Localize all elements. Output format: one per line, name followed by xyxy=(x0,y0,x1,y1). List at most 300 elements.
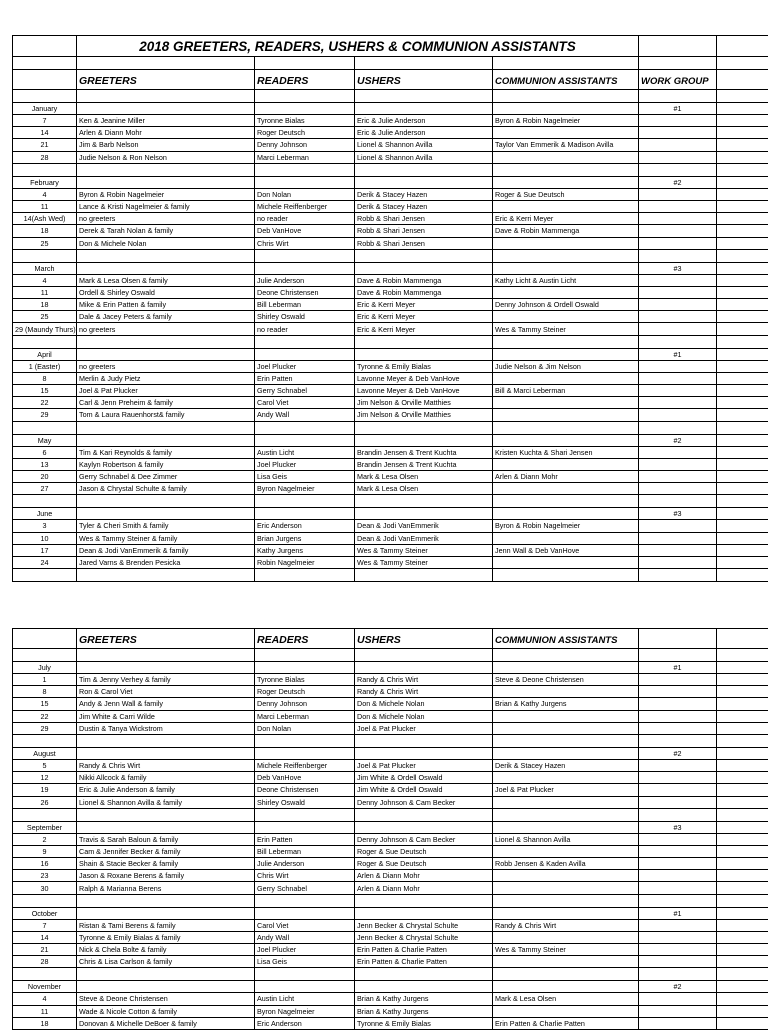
date-cell: 1 (Easter) xyxy=(13,360,77,372)
month-row xyxy=(13,434,768,446)
ushers-cell: Arlen & Diann Mohr xyxy=(355,870,493,882)
table-row xyxy=(13,213,768,225)
readers-cell: Eric Anderson xyxy=(255,1017,355,1029)
communion-cell: Judie Nelson & Jim Nelson xyxy=(493,360,639,372)
ushers-cell: Eric & Kerri Meyer xyxy=(355,311,493,323)
greeters-cell: Jason & Roxane Berens & family xyxy=(77,870,255,882)
greeters-cell: no greeters xyxy=(77,213,255,225)
date-cell: 16 xyxy=(13,858,77,870)
greeters-cell: Joel & Pat Plucker xyxy=(77,385,255,397)
table-row xyxy=(13,833,768,845)
communion-cell xyxy=(493,710,639,722)
table-row xyxy=(13,796,768,808)
ushers-cell: Robb & Shari Jensen xyxy=(355,237,493,249)
readers-cell: Michele Reiffenberger xyxy=(255,759,355,771)
month-row xyxy=(13,662,768,674)
date-cell: 3 xyxy=(13,520,77,532)
communion-cell: Kristen Kuchta & Shari Jensen xyxy=(493,446,639,458)
greeters-cell: Tyronne & Emily Bialas & family xyxy=(77,931,255,943)
ushers-cell: Dave & Robin Mammenga xyxy=(355,286,493,298)
ushers-cell: Brian & Kathy Jurgens xyxy=(355,1005,493,1017)
greeters-cell: Donovan & Michelle DeBoer & family xyxy=(77,1017,255,1029)
date-cell: 29 xyxy=(13,722,77,734)
communion-cell: Randy & Chris Wirt xyxy=(493,919,639,931)
readers-cell: Byron Nagelmeier xyxy=(255,1005,355,1017)
date-cell: 12 xyxy=(13,772,77,784)
communion-cell: Mark & Lesa Olsen xyxy=(493,993,639,1005)
communion-cell: Joel & Pat Plucker xyxy=(493,784,639,796)
greeters-cell: Lance & Kristi Nagelmeier & family xyxy=(77,200,255,212)
ushers-cell: Don & Michele Nolan xyxy=(355,710,493,722)
greeters-cell: Dale & Jacey Peters & family xyxy=(77,311,255,323)
month-label: May xyxy=(13,434,77,446)
ushers-cell: Jim White & Ordell Oswald xyxy=(355,784,493,796)
blank-row xyxy=(13,649,768,662)
month-label: January xyxy=(13,103,77,115)
communion-cell: Wes & Tammy Steiner xyxy=(493,944,639,956)
communion-cell: Dave & Robin Mammenga xyxy=(493,225,639,237)
date-cell: 18 xyxy=(13,299,77,311)
communion-cell: Byron & Robin Nagelmeier xyxy=(493,115,639,127)
communion-cell xyxy=(493,686,639,698)
communion-cell: Eric & Kerri Meyer xyxy=(493,213,639,225)
date-cell: 19 xyxy=(13,784,77,796)
ushers-cell: Tyronne & Emily Bialas xyxy=(355,360,493,372)
table-row xyxy=(13,274,768,286)
readers-cell: Chris Wirt xyxy=(255,237,355,249)
month-row xyxy=(13,103,768,115)
table-row xyxy=(13,458,768,470)
table-row xyxy=(13,931,768,943)
date-cell: 15 xyxy=(13,385,77,397)
table-row xyxy=(13,323,768,335)
greeters-cell: Lionel & Shannon Avilla & family xyxy=(77,796,255,808)
communion-cell: Byron & Robin Nagelmeier xyxy=(493,520,639,532)
communion-cell xyxy=(493,311,639,323)
readers-cell: Marci Leberman xyxy=(255,151,355,163)
communion-cell xyxy=(493,931,639,943)
readers-cell: Deb VanHove xyxy=(255,772,355,784)
month-row xyxy=(13,262,768,274)
greeters-cell: Nick & Chela Bolte & family xyxy=(77,944,255,956)
work-group-label: #3 xyxy=(639,821,717,833)
communion-cell xyxy=(493,483,639,495)
communion-cell xyxy=(493,870,639,882)
table-row xyxy=(13,784,768,796)
ushers-cell: Eric & Julie Anderson xyxy=(355,115,493,127)
month-label: July xyxy=(13,662,77,674)
readers-cell: Andy Wall xyxy=(255,409,355,421)
blank-row xyxy=(13,495,768,508)
communion-cell: Denny Johnson & Ordell Oswald xyxy=(493,299,639,311)
greeters-cell: Derek & Tarah Nolan & family xyxy=(77,225,255,237)
date-cell: 1 xyxy=(13,674,77,686)
date-cell: 22 xyxy=(13,710,77,722)
table-row xyxy=(13,115,768,127)
date-cell: 27 xyxy=(13,483,77,495)
date-cell: 30 xyxy=(13,882,77,894)
date-cell: 14(Ash Wed) xyxy=(13,213,77,225)
ushers-cell: Brian & Kathy Jurgens xyxy=(355,993,493,1005)
date-cell: 25 xyxy=(13,237,77,249)
readers-cell: Gerry Schnabel xyxy=(255,882,355,894)
readers-cell: Erin Patten xyxy=(255,372,355,384)
readers-cell: Tyronne Bialas xyxy=(255,115,355,127)
communion-cell xyxy=(493,151,639,163)
greeters-cell: Eric & Julie Anderson & family xyxy=(77,784,255,796)
greeters-cell: Mark & Lesa Olsen & family xyxy=(77,274,255,286)
communion-cell xyxy=(493,286,639,298)
greeters-cell: Travis & Sarah Baloun & family xyxy=(77,833,255,845)
readers-cell: Denny Johnson xyxy=(255,698,355,710)
table-row xyxy=(13,151,768,163)
greeters-cell: Kaylyn Robertson & family xyxy=(77,458,255,470)
schedule-table-jan-jun xyxy=(12,35,768,582)
ushers-cell: Jim White & Ordell Oswald xyxy=(355,772,493,784)
table-row xyxy=(13,544,768,556)
table-row xyxy=(13,556,768,568)
table-row xyxy=(13,532,768,544)
blank-row xyxy=(13,569,768,582)
readers-cell: Carol Viet xyxy=(255,919,355,931)
ushers-cell: Jenn Becker & Chrystal Schulte xyxy=(355,931,493,943)
readers-cell: Austin Licht xyxy=(255,993,355,1005)
table-row xyxy=(13,360,768,372)
communion-cell xyxy=(493,200,639,212)
ushers-cell: Mark & Lesa Olsen xyxy=(355,470,493,482)
readers-cell: Lisa Geis xyxy=(255,470,355,482)
date-cell: 23 xyxy=(13,870,77,882)
month-label: August xyxy=(13,747,77,759)
greeters-cell: no greeters xyxy=(77,323,255,335)
table-row xyxy=(13,520,768,532)
blank-row xyxy=(13,421,768,434)
table-row xyxy=(13,299,768,311)
readers-cell: Lisa Geis xyxy=(255,956,355,968)
greeters-cell: Jim & Barb Nelson xyxy=(77,139,255,151)
date-cell: 18 xyxy=(13,1017,77,1029)
ushers-cell: Jim Nelson & Orville Matthies xyxy=(355,409,493,421)
greeters-cell: Jim White & Carri Wilde xyxy=(77,710,255,722)
greeters-cell: Shain & Stacie Becker & family xyxy=(77,858,255,870)
ushers-cell: Derik & Stacey Hazen xyxy=(355,188,493,200)
ushers-cell: Wes & Tammy Steiner xyxy=(355,544,493,556)
communion-cell: Taylor Van Emmerik & Madison Avilla xyxy=(493,139,639,151)
communion-cell: Brian & Kathy Jurgens xyxy=(493,698,639,710)
ushers-cell: Jim Nelson & Orville Matthies xyxy=(355,397,493,409)
readers-cell: Joel Plucker xyxy=(255,360,355,372)
blank-row xyxy=(13,163,768,176)
communion-cell: Derik & Stacey Hazen xyxy=(493,759,639,771)
communion-cell xyxy=(493,127,639,139)
communion-cell xyxy=(493,882,639,894)
date-cell: 14 xyxy=(13,127,77,139)
date-cell: 11 xyxy=(13,286,77,298)
blank-row xyxy=(13,335,768,348)
communion-cell: Roger & Sue Deutsch xyxy=(493,188,639,200)
blank-row xyxy=(13,894,768,907)
header-work-group: WORK GROUP xyxy=(639,70,717,90)
ushers-cell: Robb & Shari Jensen xyxy=(355,213,493,225)
ushers-cell: Jenn Becker & Chrystal Schulte xyxy=(355,919,493,931)
greeters-cell: Jason & Chrystal Schulte & family xyxy=(77,483,255,495)
table-row xyxy=(13,993,768,1005)
readers-cell: Tyronne Bialas xyxy=(255,674,355,686)
table-row xyxy=(13,385,768,397)
communion-cell xyxy=(493,532,639,544)
greeters-cell: Dean & Jodi VanEmmerik & family xyxy=(77,544,255,556)
readers-cell: no reader xyxy=(255,213,355,225)
readers-cell: Shirley Oswald xyxy=(255,796,355,808)
readers-cell: Eric Anderson xyxy=(255,520,355,532)
work-group-label: #2 xyxy=(639,981,717,993)
greeters-cell: Cam & Jennifer Becker & family xyxy=(77,845,255,857)
date-cell: 17 xyxy=(13,544,77,556)
table-row xyxy=(13,139,768,151)
date-cell: 28 xyxy=(13,956,77,968)
ushers-cell: Eric & Kerri Meyer xyxy=(355,299,493,311)
ushers-cell: Arlen & Diann Mohr xyxy=(355,882,493,894)
table-row xyxy=(13,237,768,249)
header-ushers: USHERS xyxy=(355,70,493,90)
greeters-cell: Tim & Jenny Verhey & family xyxy=(77,674,255,686)
work-group-label: #2 xyxy=(639,434,717,446)
table-row xyxy=(13,188,768,200)
table-row xyxy=(13,446,768,458)
readers-cell: Bill Leberman xyxy=(255,845,355,857)
ushers-cell: Joel & Pat Plucker xyxy=(355,722,493,734)
greeters-cell: Gerry Schnabel & Dee Zimmer xyxy=(77,470,255,482)
communion-cell xyxy=(493,458,639,470)
ushers-cell: Robb & Shari Jensen xyxy=(355,225,493,237)
communion-cell xyxy=(493,397,639,409)
greeters-cell: Judie Nelson & Ron Nelson xyxy=(77,151,255,163)
ushers-cell: Randy & Chris Wirt xyxy=(355,686,493,698)
table-row xyxy=(13,127,768,139)
communion-cell xyxy=(493,845,639,857)
readers-cell: Michele Reiffenberger xyxy=(255,200,355,212)
date-cell: 6 xyxy=(13,446,77,458)
date-cell: 21 xyxy=(13,139,77,151)
greeters-cell: Jared Varns & Brenden Pesicka xyxy=(77,556,255,568)
greeters-cell: Steve & Deone Christensen xyxy=(77,993,255,1005)
date-cell: 29 (Maundy Thurs) xyxy=(13,323,77,335)
ushers-cell: Joel & Pat Plucker xyxy=(355,759,493,771)
date-cell: 9 xyxy=(13,845,77,857)
ushers-cell: Wes & Tammy Steiner xyxy=(355,556,493,568)
readers-cell: Don Nolan xyxy=(255,722,355,734)
table-row xyxy=(13,225,768,237)
table-row xyxy=(13,772,768,784)
communion-cell: Steve & Deone Christensen xyxy=(493,674,639,686)
ushers-cell: Denny Johnson & Cam Becker xyxy=(355,796,493,808)
communion-cell: Kathy Licht & Austin Licht xyxy=(493,274,639,286)
communion-cell: Erin Patten & Charlie Patten xyxy=(493,1017,639,1029)
date-cell: 2 xyxy=(13,833,77,845)
readers-cell: Shirley Oswald xyxy=(255,311,355,323)
ushers-cell: Roger & Sue Deutsch xyxy=(355,845,493,857)
work-group-label: #2 xyxy=(639,747,717,759)
month-row xyxy=(13,981,768,993)
greeters-cell: Ristan & Tami Berens & family xyxy=(77,919,255,931)
readers-cell: Bill Leberman xyxy=(255,299,355,311)
date-cell: 4 xyxy=(13,993,77,1005)
communion-cell xyxy=(493,237,639,249)
readers-cell: Byron Nagelmeier xyxy=(255,483,355,495)
readers-cell: no reader xyxy=(255,323,355,335)
ushers-cell: Lionel & Shannon Avilla xyxy=(355,139,493,151)
greeters-cell: Ordell & Shirley Oswald xyxy=(77,286,255,298)
table-row xyxy=(13,674,768,686)
date-cell: 4 xyxy=(13,274,77,286)
blank-row xyxy=(13,968,768,981)
readers-cell: Brian Jurgens xyxy=(255,532,355,544)
ushers-cell: Mark & Lesa Olsen xyxy=(355,483,493,495)
month-row xyxy=(13,176,768,188)
communion-cell: Lionel & Shannon Avilla xyxy=(493,833,639,845)
table-row xyxy=(13,919,768,931)
ushers-cell: Randy & Chris Wirt xyxy=(355,674,493,686)
table-row xyxy=(13,698,768,710)
month-row xyxy=(13,508,768,520)
table-row xyxy=(13,470,768,482)
greeters-cell: Ralph & Marianna Berens xyxy=(77,882,255,894)
ushers-cell: Denny Johnson & Cam Becker xyxy=(355,833,493,845)
readers-cell: Joel Plucker xyxy=(255,458,355,470)
month-label: September xyxy=(13,821,77,833)
ushers-cell: Brandin Jensen & Trent Kuchta xyxy=(355,458,493,470)
date-cell: 28 xyxy=(13,151,77,163)
greeters-cell: Chris & Lisa Carlson & family xyxy=(77,956,255,968)
work-group-label: #2 xyxy=(639,176,717,188)
month-row xyxy=(13,348,768,360)
communion-cell xyxy=(493,1005,639,1017)
date-cell: 29 xyxy=(13,409,77,421)
work-group-label: #1 xyxy=(639,103,717,115)
header-greeters: GREETERS xyxy=(77,70,255,90)
date-cell: 26 xyxy=(13,796,77,808)
readers-cell: Marci Leberman xyxy=(255,710,355,722)
communion-cell xyxy=(493,372,639,384)
month-row xyxy=(13,907,768,919)
date-cell: 15 xyxy=(13,698,77,710)
table-row xyxy=(13,882,768,894)
schedule-table-jul-dec xyxy=(12,628,768,1030)
table-row xyxy=(13,1017,768,1029)
communion-cell xyxy=(493,956,639,968)
ushers-cell: Tyronne & Emily Bialas xyxy=(355,1017,493,1029)
greeters-cell: Tyler & Cheri Smith & family xyxy=(77,520,255,532)
date-cell: 18 xyxy=(13,225,77,237)
readers-cell: Chris Wirt xyxy=(255,870,355,882)
greeters-cell: Dustin & Tanya Wickstrom xyxy=(77,722,255,734)
date-cell: 24 xyxy=(13,556,77,568)
ushers-cell: Eric & Julie Anderson xyxy=(355,127,493,139)
ushers-cell: Lionel & Shannon Avilla xyxy=(355,151,493,163)
month-label: April xyxy=(13,348,77,360)
header-communion-assistants: COMMUNION ASSISTANTS xyxy=(493,629,639,649)
blank-row xyxy=(13,90,768,103)
month-label: June xyxy=(13,508,77,520)
date-cell: 20 xyxy=(13,470,77,482)
table-row xyxy=(13,710,768,722)
readers-cell: Julie Anderson xyxy=(255,274,355,286)
greeters-cell: Nikki Allcock & family xyxy=(77,772,255,784)
header-ushers: USHERS xyxy=(355,629,493,649)
date-cell: 7 xyxy=(13,115,77,127)
schedule-sheet-1 xyxy=(0,35,768,582)
table-row xyxy=(13,686,768,698)
greeters-cell: Mike & Erin Patten & family xyxy=(77,299,255,311)
ushers-cell: Dean & Jodi VanEmmerik xyxy=(355,520,493,532)
table-row xyxy=(13,1005,768,1017)
greeters-cell: no greeters xyxy=(77,360,255,372)
table-row xyxy=(13,483,768,495)
greeters-cell: Byron & Robin Nagelmeier xyxy=(77,188,255,200)
date-cell: 21 xyxy=(13,944,77,956)
table-row xyxy=(13,722,768,734)
table-row xyxy=(13,286,768,298)
greeters-cell: Arlen & Diann Mohr xyxy=(77,127,255,139)
ushers-cell: Brandin Jensen & Trent Kuchta xyxy=(355,446,493,458)
communion-cell xyxy=(493,772,639,784)
communion-cell: Wes & Tammy Steiner xyxy=(493,323,639,335)
readers-cell: Don Nolan xyxy=(255,188,355,200)
communion-cell xyxy=(493,556,639,568)
communion-cell: Robb Jensen & Kaden Avilla xyxy=(493,858,639,870)
table-row xyxy=(13,372,768,384)
blank-row xyxy=(13,734,768,747)
work-group-label: #3 xyxy=(639,262,717,274)
date-cell: 4 xyxy=(13,188,77,200)
month-row xyxy=(13,821,768,833)
greeters-cell: Ron & Carol Viet xyxy=(77,686,255,698)
ushers-cell: Derik & Stacey Hazen xyxy=(355,200,493,212)
table-row xyxy=(13,311,768,323)
readers-cell: Andy Wall xyxy=(255,931,355,943)
greeters-cell: Tim & Kari Reynolds & family xyxy=(77,446,255,458)
month-label: March xyxy=(13,262,77,274)
readers-cell: Julie Anderson xyxy=(255,858,355,870)
ushers-cell: Roger & Sue Deutsch xyxy=(355,858,493,870)
ushers-cell: Dean & Jodi VanEmmerik xyxy=(355,532,493,544)
readers-cell: Deone Christensen xyxy=(255,286,355,298)
table-row xyxy=(13,870,768,882)
work-group-label: #1 xyxy=(639,907,717,919)
table-row xyxy=(13,956,768,968)
greeters-cell: Wes & Tammy Steiner & family xyxy=(77,532,255,544)
table-row xyxy=(13,397,768,409)
table-row xyxy=(13,858,768,870)
communion-cell xyxy=(493,409,639,421)
readers-cell: Roger Deutsch xyxy=(255,127,355,139)
date-cell: 11 xyxy=(13,200,77,212)
date-cell: 8 xyxy=(13,686,77,698)
month-row xyxy=(13,747,768,759)
readers-cell: Deb VanHove xyxy=(255,225,355,237)
header-greeters: GREETERS xyxy=(77,629,255,649)
table-row xyxy=(13,944,768,956)
table-row xyxy=(13,200,768,212)
ushers-cell: Eric & Kerri Meyer xyxy=(355,323,493,335)
greeters-cell: Wade & Nicole Cotton & family xyxy=(77,1005,255,1017)
work-group-label: #1 xyxy=(639,348,717,360)
date-cell: 5 xyxy=(13,759,77,771)
date-cell: 7 xyxy=(13,919,77,931)
work-group-label: #3 xyxy=(639,508,717,520)
ushers-cell: Lavonne Meyer & Deb VanHove xyxy=(355,372,493,384)
blank-row xyxy=(13,249,768,262)
